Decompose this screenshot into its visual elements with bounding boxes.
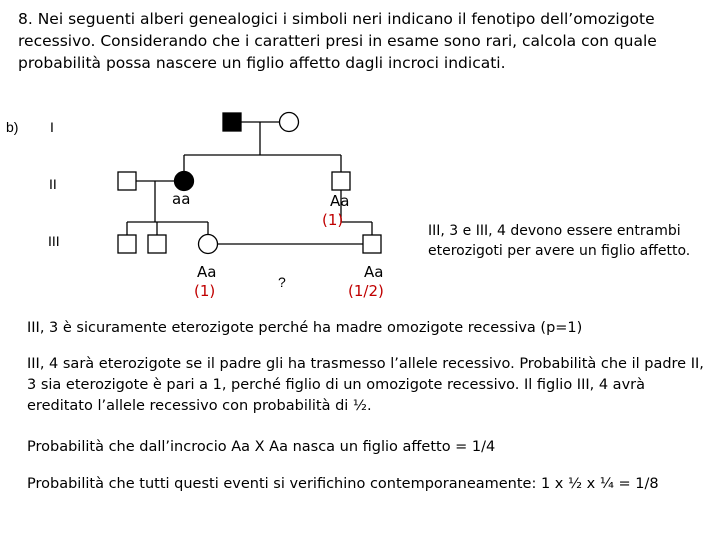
genotype-iii3: Aa	[197, 263, 217, 281]
generation-label-I: I	[50, 119, 54, 135]
gen2-affected-female	[175, 172, 194, 191]
genotype-ii3: Aa	[330, 192, 350, 210]
probability-iii3: (1)	[194, 282, 216, 300]
gen3-female-3	[199, 235, 218, 254]
probability-ii3: (1)	[322, 211, 344, 229]
gen1-affected-male	[223, 113, 241, 131]
genotype-ii2: aa	[172, 190, 191, 208]
explanation-1: III, 3 è sicuramente eterozigote perché ha madre omozigote recessiva (p=1)	[27, 320, 583, 336]
explanation-4: Probabilità che tutti questi eventi si verifichino contemporaneamente: 1 x ½ x ¼ = 1/8	[27, 476, 659, 492]
explanation-3: Probabilità che dall’incrocio Aa X Aa nasca un figlio affetto = 1/4	[27, 439, 496, 455]
gen2-male-1	[118, 172, 136, 190]
generation-label-III: III	[48, 233, 60, 249]
unknown-offspring: ?	[278, 274, 286, 290]
question-text: 8. Nei seguenti alberi genealogici i simboli neri indicano il fenotipo dell’omozigote recessivo. Considerando che i caratteri presi in esame sono rari, calcola con quale probabilità possa nascere un figlio affetto dagli incroci indicati.	[18, 10, 657, 72]
explanation-2: III, 4 sarà eterozigote se il padre gli ha trasmesso l’allele recessivo. Probabilità che il padre II, 3 sia eterozigote è pari a 1, perché figlio di un omozigote recessivo. Il figlio III, 4 avrà ereditato l’allele recessivo con probabilità di ½.	[27, 356, 704, 414]
gen1-female	[280, 113, 299, 132]
genotype-iii4: Aa	[364, 263, 384, 281]
generation-label-II: II	[49, 176, 57, 192]
side-note: III, 3 e III, 4 devono essere entrambi eterozigoti per avere un figlio affetto.	[428, 223, 691, 259]
gen3-male-4	[363, 235, 381, 253]
gen3-male-2	[148, 235, 166, 253]
part-label: b)	[6, 119, 19, 135]
probability-iii4: (1/2)	[348, 282, 384, 300]
gen3-male-1	[118, 235, 136, 253]
gen2-male-3	[332, 172, 350, 190]
